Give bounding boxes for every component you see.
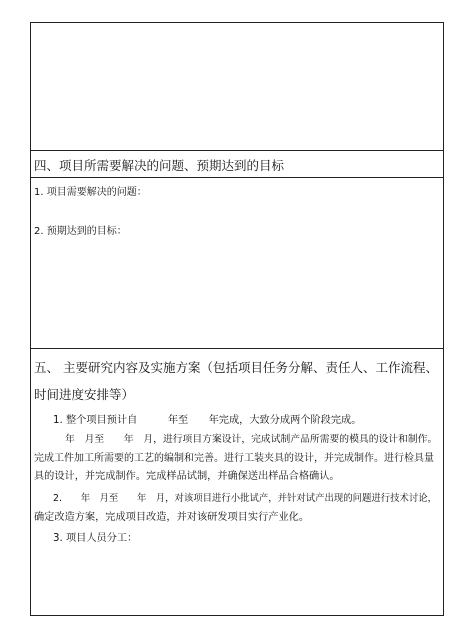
plan-paragraph1-line4: 具的设计，并完成制作。完成样品试制，并确保送出样品合格确认。 — [34, 471, 340, 482]
section4-item-goals: 2. 预期达到的目标： — [34, 226, 127, 237]
section4-title: 四、项目所需要解决的问题、预期达到的目标 — [34, 158, 285, 173]
plan-paragraph2-line2: 确定改造方案，完成项目改造，并对该研发项目实行产业化。 — [34, 512, 310, 523]
plan-paragraph2-line1: 2. 年 月至 年 月，对该项目进行小批试产，并针对试产出现的问题进行技术讨论， — [53, 493, 437, 504]
plan-paragraph1-line3: 完成工件加工所需要的工艺的编制和完善。进行工装夹具的设计，并完成制作。进行检具量 — [34, 453, 434, 464]
section-divider-middle — [30, 348, 444, 349]
plan-paragraph1-line1: 1. 整个项目预计自 年至 年完成，大致分成两个阶段完成。 — [53, 415, 362, 426]
form-table-frame — [30, 22, 444, 616]
section5-item-staffing: 3. 项目人员分工： — [53, 533, 138, 544]
plan-paragraph1-line2: 年 月至 年 月，进行项目方案设计，完成试制产品所需要的模具的设计和制作。 — [65, 434, 438, 445]
section4-item-problems: 1. 项目需要解决的问题： — [34, 187, 147, 198]
section-divider-top — [30, 150, 444, 151]
section5-title-line2: 时间进度安排等） — [34, 387, 135, 402]
section5-title-line1: 五、 主要研究内容及实施方案（包括项目任务分解、责任人、工作流程、 — [34, 360, 438, 375]
section4-header-divider — [30, 177, 444, 178]
